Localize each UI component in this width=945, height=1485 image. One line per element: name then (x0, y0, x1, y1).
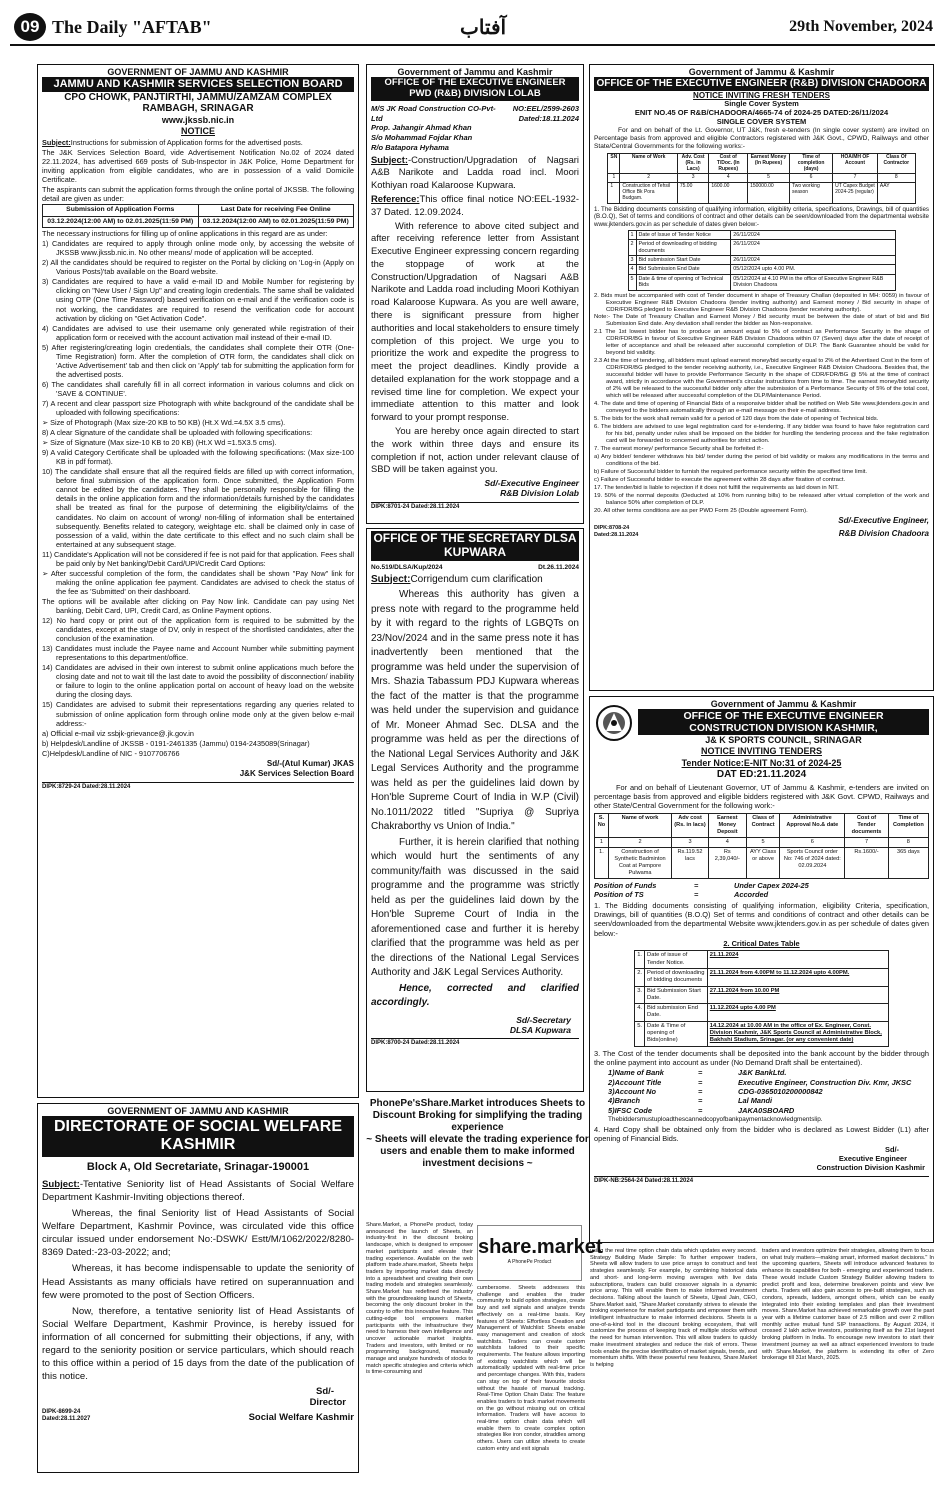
table-cell: 27.11.2024 from 10.00 PM (707, 986, 888, 1004)
addressee: M/S JK Road Construction CO-Pvt-Ltd (371, 103, 496, 123)
dipk-number: DIPK:8700-24 Dated:28.11.2024 (371, 1040, 460, 1047)
table-cell: AAY (877, 183, 915, 204)
table-cell: 3 (677, 174, 708, 183)
govt-heading: GOVERNMENT OF JAMMU AND KASHMIR (107, 1106, 289, 1116)
table-cell: 3. (635, 986, 645, 1004)
letter-date: Dt.26.11.2024 (538, 563, 579, 571)
equals-sign: = (694, 881, 699, 891)
table-cell: 1 (608, 174, 620, 183)
dipk-ref (42, 782, 354, 791)
list-item: 17. The tender/bid is liable to rejection if it does not fulfill the requirements as laid down in NIT. (594, 484, 839, 491)
table-cell: Adv cost (Rs. in lacs) (672, 813, 709, 837)
jkssb-notice (37, 64, 359, 1098)
list-item: 19. 50% of the normal deposits (Deducted at 10% from running bills) to be released after virtual completion of the work and balance 50% after completion of DLP. (594, 492, 929, 506)
ts-value: Accorded (734, 890, 769, 900)
list-item: ➢ Size of Signature (Max size-10 KB to 20 KB) (Ht.X Wd =1.5X3.5 cms). (42, 438, 277, 448)
paragraph: With reference to above cited subject and after receiving reference letter from Assistant Executive Engineer expressing concern regarding the stoppage of work at the Construction/Upgradation of Nagsari A&B Narikote and Ladda road including Moori Kothiyan road Kalaroose Kupwara. As you are well aware, there is significant pressure from higher authorities and local stakeholders to ensure timely completion of this project. We urge you to prioritize the work and expedite the progress to meet the project deadlines. Kindly provide a detailed explanation for the work stoppage and a revised time line for completion. We expect your immediate attention to this matter and look forward to your prompt response. (371, 219, 579, 423)
social-welfare-notice (37, 1103, 359, 1473)
govt-heading: GOVERNMENT OF JAMMU AND KASHMIR (107, 67, 289, 77)
table-cell: 5. (635, 1021, 645, 1046)
table-row (635, 968, 889, 986)
table-cell: 6 (789, 174, 832, 183)
list-item: 4) Candidates are advised to use their username only generated while registration of their application form or received with the account activation mail instead of their e-mail ID. (42, 323, 354, 342)
list-item: 7. The earnest money/ performance Security shall be forfeited if:- (594, 445, 764, 452)
org-banner: DIRECTORATE OF SOCIAL WELFARE KASHMIR (42, 1116, 354, 1157)
paragraph: Whereas this authority has given a press note with regard to the programme held by it with regard to the rights of LGBQTs on 23/Nov/2024 and in the same press note it has inadvertently been mentioned that the programme was held under the supervision of Mrs. Shazia Tabassum PDJ Kupwara whereas the fact of the matter is that the programme was held under the supervision and guidance of Mr. Moneer Ahmad Sec. DLSA and the programme was held as per the directions of the National Legal Services Authority and J&K Legal Services Authority and the programme was held as per the guidelines laid down by Hon'ble Supreme Court of India in W.P (Civil) No.1011/2022 titled "Supriya @ Supriya Chakraborthy vs Union of India." (371, 589, 579, 833)
table-cell: Two working season (789, 183, 832, 204)
paragraph: The necessary instructions for filling up of online applications in this regard are as under: (42, 229, 328, 239)
paragraph: Now, therefore, a tentative seniority list of Head Assistants of Social Welfare Department, Kashmir Province, is hereby issued for information of all concerned for submitting their objections, if any, with regard to the seniority position or service particulars, which should reach to this office within a period of 15 days from the date of the publication of this notice. (42, 1305, 354, 1382)
table-row (628, 230, 895, 239)
org-banner: JAMMU AND KASHMIR SERVICES SELECTION BOARD (42, 77, 354, 92)
subject-label: Subject: (371, 153, 408, 165)
table-cell: Time of completion (days) (789, 153, 832, 174)
org-website: www.jkssb.nic.in (161, 114, 235, 125)
list-item: 13) Candidates must include the Payee name and Account Number while submitting payment representations to this department/office. (42, 644, 354, 663)
bank-field: 5)IFSC Code (608, 1105, 652, 1115)
table-cell: Construction of Synthetic Badminton Coat at Pampore Pulwama (608, 847, 671, 878)
dlsa-kupwara-notice (366, 528, 584, 1092)
table-cell: Cost of Tender documents (845, 813, 888, 837)
table-cell: Cost of T/Doc. (In Rupees) (709, 153, 748, 174)
table-row (628, 256, 895, 265)
bank-field: 4)Branch (608, 1096, 641, 1106)
works-table (594, 813, 929, 879)
paragraph: You are hereby once again directed to start the work within three days and ensure its completion if not, action under relevant clause of SBD will be taken against you. (371, 425, 579, 475)
table-cell: AYY Class or above (746, 847, 780, 878)
addressee: Prop. Jahangir Ahmad Khan (371, 123, 472, 133)
list-item: 2) All the candidates should be required to register on the Portal by clicking on 'Log-in (Apply on Various Posts)'tab available on the Board website. (42, 258, 354, 277)
reference-label: Reference: (371, 192, 420, 204)
reference-text: This office final notice NO:EEL-1932-37 Dated. 12.09.2024. (371, 192, 579, 217)
table-cell: 7 (845, 837, 888, 847)
table-cell: 1 (595, 837, 609, 847)
table-cell: Rs.1600/- (845, 847, 888, 878)
bank-field: = (698, 1086, 703, 1096)
subject-text: -Tentative Seniority list of Head Assistants of Social Welfare Department Kashmir-Inviting objections thereof. (42, 1179, 354, 1204)
signature: Sd/-Executive Engineer, (838, 515, 929, 525)
terms-list (594, 293, 929, 515)
table-row (635, 1004, 889, 1022)
letter-number: No.519/DLSA/Kup/2024 (371, 563, 443, 571)
table-row (628, 274, 895, 290)
table-cell: HOA/MH OF Account (833, 153, 878, 174)
list-item: b) Helpdesk/Landline of JKSSB - 0191-2461335 (Jammu) 0194-2435089(Srinagar) (42, 738, 310, 748)
list-item: 11) Candidate's Application will not be considered if fee is not paid for that application. Fees shall be paid only by Net banking/Debit Card/UPI/Credit Card Options: (42, 549, 354, 568)
table-cell: 21.11.2024 (707, 951, 888, 969)
table-cell: 2 (628, 240, 636, 256)
org-banner: OFFICE OF THE EXECUTIVE ENGINEER (R&B) DIVISION CHADOORA (594, 77, 929, 91)
list-item: 12) No hard copy or print out of the application form is required to be submitted by the candidates, except at the stage of DV, only in respect of the shortlisted candidates, after the conclusion of the examination. (42, 616, 354, 644)
list-item: The options will be available after clicking on Pay Now link. Candidate can pay using Net banking, Debit Card, UPI, Credit Card, as Online Payment options. (42, 596, 354, 615)
dates-table (42, 204, 354, 228)
table-cell: Class of Contract (746, 813, 780, 837)
letter-date: Dated:18.11.2024 (518, 113, 579, 123)
table-cell: S. No (595, 813, 609, 837)
list-item: C)Helpdesk/Landline of NIC - 9107706766 (42, 748, 180, 758)
list-item: 14) Candidates are advised in their own interest to submit online applications much before the closing date and not to wait till the last date to avoid the possibility of disconnection/ inability or failure to login to the online application portal on account of heavy load on the website during the closing days. (42, 663, 354, 700)
list-item: 7) A recent and clear passport size Photograph with white background of the candidate shall be uploaded with following specifications: (42, 398, 354, 418)
org-banner: OFFICE OF THE SECRETARY DLSA KUPWARA (371, 531, 579, 561)
sports-council-tender (589, 696, 934, 1243)
paragraph: For and on behalf of Lieutenant Governor, UT of Jammu & Kashmir, e-tenders are invited on percentage basis from approved and eligible bidders registered with J&K Govt. CPWD, Railways and other State/Central Government for the following work:- (594, 782, 929, 811)
table-cell: Bid submission End Date. (645, 1004, 708, 1022)
table-cell: 75.00 (677, 183, 708, 204)
bank-field: J&K BankLtd. (738, 1068, 787, 1078)
table-cell: 11.12.2024 upto 4.00 PM (707, 1004, 888, 1022)
newspaper-logo: آفتاب (460, 15, 507, 39)
list-item: a) Official e-mail viz ssbjk-grievance@.jk.gov.in (42, 728, 194, 738)
table-cell: 4. (635, 1004, 645, 1022)
article-column: Share.Market, a PhonePe product, today announced the launch of Sheets, an industry-first in the discount broking landscape, which is designed to empower market participants and elevate their trading experience. Available on the web platform trade.share.market, Sheets helps traders by importing market data directly into a spreadsheet and creating their own trading models and strategies seamlessly. Share.Market has redefined the industry with the groundbreaking launch of Sheets, becoming the only discount broker in the country to offer this innovative feature. This cutting-edge tool empowers market participants with the infrastructure they need to harness their own intelligence and uncover actionable market insights. Traders and investors, with limited or no programming background, manually manage and analyze hundreds of stocks to match specific strategies and criteria which is time-consuming and (366, 1222, 473, 1376)
list-item: a) Any bidder/ tenderer withdraws his bid/ tender during the period of bid validity or makes any modifications in the terms and conditions of the bid. (594, 453, 929, 467)
tender-date: DAT ED:21.11.2024 (716, 769, 807, 781)
list-item: 8) A clear Signature of the candidate shall be uploaded with following specifications: (42, 428, 313, 438)
bank-field: Lal Mandi (738, 1096, 773, 1106)
subject-label: Subject: (42, 1179, 80, 1191)
dipk-ref (594, 1176, 929, 1186)
equals-sign: = (694, 890, 699, 900)
table-cell: Rs 2,39,040/- (708, 847, 746, 878)
dipk-number: DIPK-8699-24 (42, 1409, 81, 1416)
bank-row (608, 1087, 929, 1096)
bank-field: 3)Account No (608, 1086, 657, 1096)
table-row (608, 183, 915, 204)
article-column: using the real time option chain data which updates every second. Strategy Building Made Simple: To further empower traders, Sheets will allow traders to use price arrays to construct and test strategies seamlessly. For example, by combining historical data and short- and long-term moving averages with live data subscriptions, traders can build crossover signals in a dynamic price array. This will enable them to make informed investment decisions. Talking about the launch of Sheets, Ujjwal Jain, CEO, Share.Market said, "Share.Market constantly strives to elevate the broking experience for market participants and empower them with intelligent infrastructure to make informed decisions. Sheets is a one-of-a-kind tool in the discount broking ecosystem, that will customize the process of keeping track of multiple stocks without the need for human intervention. This will allow traders to quickly make investment strategies and reduce the risk of errors. These tools enable the precise identification of market signals, trends, and momentum shifts. With these powerful new features, Share.Market is helping (590, 1248, 757, 1368)
table-cell: Bid submission Start Date (636, 256, 731, 265)
subject-label: Subject: (371, 573, 411, 585)
table-cell: 05/12/2024 upto 4.00 PM. (731, 265, 895, 274)
signature-title: Director (309, 1397, 346, 1409)
table-cell: UT Capex Budget 2024-25 (regular) (833, 183, 878, 204)
list-item: 1) Candidates are required to apply through online mode only, by accessing the website of JKSSB www.jkssb.nic.in. No other means/ mode of application will be accepted. (42, 239, 354, 258)
letter-number: NO:EEL/2599-2603 (512, 103, 579, 113)
signature-title: R&B Division Chadoora (838, 528, 929, 538)
table-cell: Class Of Contractor (877, 153, 915, 174)
table-row (595, 813, 929, 837)
list-item: 15) Candidates are advised to submit their representations regarding any queries related to submission of online application form through online mode only at the given below e-mail address:- (42, 700, 354, 728)
paragraph: 1. The Bidding documents consisting of qualifying information, eligibility criteria, specifications, Drawings, bill of quantities (B.O.Q), Set of terms and conditions of contract and other details can be seen/downloaded from the departmental website www.jktenders.gov.in as per schedule of dates given below:- (594, 206, 929, 228)
table-cell: Rs.119.52 lacs (672, 847, 709, 878)
table-cell: 4 (628, 265, 636, 274)
list-item: 2. Bids must be accompanied with cost of Tender document in shape of Treasury Challan (deposited in MH: 0059) in favour of Executive Engineer R&B Division Chadoora (tender inviting authority) and Earnest money / Bid security in shape of CDR/FDR/BG pledged to Executive Engineer R&B Division Chadoora (tender receiving authority). (594, 292, 929, 313)
dipk-date: Dated:28.11.2024 (594, 531, 639, 538)
paragraph: 4. Hard Copy shall be obtained only from the bidder who is declared as Lowest Bidder (L1) after opening of Financial Bids. (594, 1124, 929, 1144)
dipk-number: DIPK:8708-24 (594, 525, 630, 532)
table-cell: Adv. Cost (Rs. in Lacs) (677, 153, 708, 174)
subject-text: -Construction/Upgradation of Nagsari A&B Narikote and Ladda road incl. Moori Kothiyan road Kalaroose Kupwara. (371, 153, 579, 191)
bank-row (608, 1078, 929, 1087)
critical-dates-heading: 2. Critical Dates Table (723, 939, 800, 949)
table-cell: Name of Work (620, 153, 678, 174)
table-cell: 3 (628, 256, 636, 265)
table-cell: Earnest Money Deposit (708, 813, 746, 837)
table-row (635, 986, 889, 1004)
table-row (635, 951, 889, 969)
table-header: Last Date for receiving Fee Online (198, 205, 354, 216)
table-cell: 3 (672, 837, 709, 847)
signature-title: R&B Division Lolab (500, 488, 579, 499)
subject-label: Subject: (42, 137, 71, 147)
notice-title: NOTICE (180, 125, 215, 136)
signature-title: DLSA Kupwara (509, 1024, 571, 1035)
list-item: 5. The bids for the work shall remain valid for a period of 120 days from the date of opening of Technical bids. (594, 416, 879, 423)
cover-system: Single Cover System (724, 98, 799, 108)
ts-label: Position of TS (594, 890, 644, 900)
bank-row (608, 1106, 929, 1115)
funds-label: Position of Funds (594, 881, 657, 891)
table-cell: Date of Issue of Tender Notice (636, 230, 731, 239)
table-cell: 1 (628, 230, 636, 239)
list-item: b) Failure of Successful bidder to furnish the required performance security within the specified time limit. (594, 468, 868, 475)
table-cell: 2. (635, 968, 645, 986)
dipk-number: DIPK:8701-24 Dated:28.11.2024 (371, 503, 460, 510)
works-table (607, 153, 915, 204)
bank-field: CDG-0365010200000842 (738, 1086, 823, 1096)
table-row (608, 174, 915, 183)
table-cell: 8 (877, 174, 915, 183)
dipk-ref (371, 502, 579, 511)
table-cell: 1. (595, 847, 609, 878)
govt-emblem-icon (594, 701, 634, 745)
bank-field: 2)Account Title (608, 1077, 662, 1087)
govt-heading: Government of Jammu & Kashmir (710, 699, 857, 709)
list-item: 5) After registering/creating login credentials, the candidates shall complete their OTR (One-Time Registration) form. After the completion of OTR form, the candidates shall click on 'Active Advertisement' tab and then click on 'Apply' tab for submitting the application form for the advertised posts. (42, 342, 354, 379)
table-row (608, 153, 915, 174)
bank-field: = (698, 1068, 703, 1078)
table-cell: 21.11.2024 from 4.00PM to 11.12.2024 upto 4.00PM. (707, 968, 888, 986)
signature-title: Executive Engineer (838, 1153, 907, 1163)
signature: Sd/- (885, 1144, 899, 1154)
schedule-table (628, 230, 896, 291)
enit-number: ENIT NO.45 OF R&B/CHADOORA/4665-74 of 2024-25 DATED:26/11/2024 (634, 107, 889, 117)
list-item: 6. The bidders are advised to use legal registration card for e-tendering. If any bidder was found to have fake registration card for his bid, penalty under rules shall be imposed on the bidder for hurdling the tendering process and the fake registration card will be forwarded to concerned authorities for strict action. (594, 424, 929, 444)
table-cell: 03.12.2024(12:00 AM) to 02.01.2025(11:59 PM) (43, 216, 199, 227)
list-item: ➢ Size of Photograph (Max size-20 KB to 50 KB) (Ht.X Wd.=4.5X 3.5 cms). (42, 418, 286, 428)
org-address: CPO CHOWK, PANJTIRTHI, JAMMU/ZAMZAM COMPLEX RAMBAGH, SRINAGAR (64, 91, 332, 115)
newspaper-header (10, 10, 935, 46)
table-cell: Date of issue of Tender Notice. (645, 951, 708, 969)
table-cell: 6 (780, 837, 845, 847)
table-cell: Name of work (608, 813, 671, 837)
table-cell: 7 (833, 174, 878, 183)
bank-field: 1)Name of Bank (608, 1068, 664, 1078)
notice-title: NOTICE INVITING FRESH TENDERS (693, 90, 830, 100)
table-cell: 26/11/2024 (731, 230, 895, 239)
table-cell: Date & time of opening of Technical Bids (636, 274, 731, 290)
table-row (595, 847, 929, 878)
logo-text: share.market (478, 1236, 603, 1258)
table-cell: Time of Completion (888, 813, 928, 837)
table-cell: 5 (628, 274, 636, 290)
dipk-date: Dated:28.11.2027 (42, 1416, 91, 1423)
pwd-lolab-notice (366, 64, 584, 524)
paragraph: Whereas, it has become indispensable to update the seniority of Head Assistants as many officials have retired on superannuation and few were promoted to the post of Section Officers. (42, 1263, 354, 1301)
notice-title: NOTICE INVITING TENDERS (700, 746, 822, 757)
table-cell: 1 (608, 183, 620, 204)
bank-details (608, 1068, 929, 1115)
cover-system: SINGLE COVER SYSTEM (716, 116, 807, 126)
table-cell: Period of downloading of bidding documents (636, 240, 731, 256)
table-cell: 26/11/2024 (731, 256, 895, 265)
table-cell: 05/12/2024 at 4.10 PM in the office of Executive Engineer R&B Division Chadoora (731, 274, 895, 290)
table-cell: Construction of Tehsil Office Bk Pora Budgam. (620, 183, 678, 204)
table-cell: 4 (708, 837, 746, 847)
table-cell: 14.12.2024 at 10.00 AM in the office of Ex. Engineer, Const. Division Kashmir, J&K Sports Council at Administrative Block, Bakhshi Stadium, Srinagar. (or any convenient date) (707, 1021, 888, 1046)
share-market-logo (477, 1225, 603, 1281)
table-cell: 1. (635, 951, 645, 969)
article-headline: PhonePe'sShare.Market introduces Sheets to Discount Broking for simplifying the trading experience (369, 1098, 586, 1133)
bank-field: = (698, 1105, 703, 1115)
list-item: ➢ After successful completion of the form, the candidates shall be shown "Pay Now" link for making the online application fee payment. Candidates are advised to check the status of the fee as 'Submitted' on their dashboard. (42, 568, 354, 596)
table-cell: Bid Submission End Date (636, 265, 731, 274)
table-cell: 365 days (888, 847, 928, 878)
logo-subtext: A PhonePe Product (507, 1259, 552, 1265)
org-banner: OFFICE OF THE EXECUTIVE ENGINEER PWD (R&B) DIVISION LOLAB (371, 77, 579, 101)
govt-heading: Government of Jammu & Kashmir (688, 67, 835, 77)
addressee: R/o Batapora Hyhama (371, 142, 449, 152)
org-banner: OFFICE OF THE EXECUTIVE ENGINEER CONSTRUCTION DIVISION KASHMIR, (638, 709, 929, 735)
list-item: c) Failure of Successful bidder to execute the agreement within 28 days after fixation of contract. (594, 476, 846, 483)
bank-row (608, 1068, 929, 1077)
list-item: 10) The candidate shall ensure that all the required fields are filled up with correct information, before final submission of the application form. Once submitted, the Application Form cannot be edited by the candidates. They shall be personally responsible for filling the details in the online application form and the information/details furnished by the candidates shall be treated as final for the purpose of determining the eligibility/claims of the candidates. No claim on account of wrong/ non-filling of information shall be entertained subsequently. Benefits related to category, weightage etc. shall be claimed only in case of possession of a valid, within the date certificate to this effect and no such claim shall be entertained at any subsequent stage. (42, 467, 354, 549)
bank-field: Executive Engineer, Construction Div. Kmr, JKSC (738, 1077, 912, 1087)
page-number: 09 (14, 13, 46, 41)
table-cell: Period of downloading of bidding documents (645, 968, 708, 986)
paragraph: Hence, corrected and clarified accordingly. (371, 982, 579, 1009)
signature: Sd/-Secretary (516, 1014, 571, 1025)
paragraph: Further, it is herein clarified that nothing which would hurt the sentiments of any community/faith was discussed in the said programme and the programme was strictly held as per the guidelines laid down by the Hon'ble Supreme Court of India in the aforementioned case and further it is hereby clarified that the programme was held as per the directions of the National Legal Services Authority and J&K Legal Services Authority. (371, 836, 579, 979)
article-column: traders and investors optimize their strategies, allowing them to focus on what truly matters—making smart, informed market decisions." In the upcoming quarters, Sheets will introduce advanced features to enhance its capabilities for both - emerging and experienced traders. These would include Custom Strategy Builder allowing traders to predict profit and loss, determine breakeven points and view live charts. Traders will also gain access to pre-built strategies, such as condors, spreads, ladders, amongst others, which can be easily integrated into their existing templates and plan their investment moves. Share.Market has achieved remarkable growth over the past year with a lifetime customer base of 2.5 million and over 2 million monthly active mutual fund SIP transactions. By August 2024, it crossed 2 lakh active investors, positioning itself as the 21st largest broking platform in India. To encourage new investors to start their investment journey as well as attract experienced investors to trade with Share.Market, the platform is extending its offer of Zero brokerage till 31st March, 2025. (762, 1248, 934, 1362)
table-row (628, 265, 895, 274)
addressee: S/o Mohammad Fojdar Khan (371, 133, 473, 143)
paragraph: The aspirants can submit the application forms through the online portal of JKSSB. The following detail are given as under: (42, 185, 354, 204)
govt-heading: Government of Jammu and Kashmir (397, 67, 553, 77)
signature-office: Social Welfare Kashmir (248, 1412, 354, 1424)
rb-chadoora-tender (589, 64, 934, 691)
list-item: 2.1 The 1st lowest bidder has to produce an amount equal to 5% of contract as Performance Security in the shape of CDR/FDR/BG in favour of Executive Engineer R&B Division Chadoora within 07 (Seven) days after the date of receipt of letter of acceptance and shall be released after successful completion of DLP. The Bank Guarantee should be valid for beyond bid validity. (594, 329, 929, 357)
table-cell: 2 (620, 174, 678, 183)
subject-text: Corrigendum cum clarification (410, 573, 543, 585)
table-cell: Earnest Money (In Rupees) (748, 153, 790, 174)
list-item: 9) A valid Category Certificate shall be uploaded with the following specifications: (Max size-100 KB in pdf format). (42, 448, 354, 467)
instruction-list (42, 239, 354, 758)
org-address: Block A, Old Secretariate, Srinagar-190001 (86, 1160, 310, 1173)
signature: Sd/-Executive Engineer (484, 478, 579, 489)
article-column: cumbersome. Sheets addresses this challenge and enables the trader community to build option strategies, create buy and sell signals and analyze trends effectively on a real-time basis. Key features of Sheets: Effortless Creation and Management of Watchlist: Sheets enable easy management and creation of stock watchlists. Traders can create custom watchlists tailored to their specific requirements. The feature allows importing of existing watchlists which will be automatically updated with real-time price and percentage changes. With this, traders can stay on top of their favourite stocks without the hassle of manual tracking. Real-Time Option Chain Data: The feature enables traders to track market movements on the go without missing out on critical information. Traders will have access to real-time option chain data which will enable them to create complex option strategies like iron condor, straddles among others. Users can utilize sheets to create custom entry and exit signals (477, 1285, 585, 1452)
list-item: Note:- The Date of Treasury Challan and Earnest Money / Bid security must be between the date of start of bid and Bid Submission End date. Any deviation shall render the bidder as Non-responsive. (594, 314, 929, 328)
table-cell: 2 (608, 837, 671, 847)
table-row (595, 837, 929, 847)
table-cell: Date & Time of opening of Bids(online) (645, 1021, 708, 1046)
newspaper-title: The Daily "AFTAB" (52, 17, 212, 37)
table-cell: SN (608, 153, 620, 174)
table-cell: 1600.00 (709, 183, 748, 204)
bank-field: = (698, 1096, 703, 1106)
table-cell: 150000.00 (748, 183, 790, 204)
paragraph: The J&K Services Selection Board, vide Advertisement Notification No.02 of 2024 dated 22.11.2024, has advertised 669 posts of Sub-Inspector in J&K Police, Home Department for inviting application from eligible candidates, who are in possession of a valid Domicile Certificate. (42, 148, 354, 185)
article-headline-block (366, 1098, 589, 1218)
paragraph: 1. The Bidding documents consisting of qualifying information, eligibility Criteria, specification, Drawings, bill of quantities (B.O.Q) Set of terms and conditions of contract and other details can be seen/downloaded from the departmental Website www.jktenders.gov.in as per schedule of dates given below:- (594, 900, 929, 938)
list-item: 6) The candidates shall carefully fill in all correct information in various columns and click on 'SAVE & CONTINUE'. (42, 379, 354, 398)
table-row (628, 240, 895, 256)
issue-date: 29th November, 2024 (789, 18, 933, 35)
signature: Sd/-(Atul Kumar) JKAS (266, 758, 354, 768)
funds-value: Under Capex 2024-25 (734, 881, 809, 891)
table-cell: 03.12.2024(12:00 AM) to 02.01.2025(11:59 PM) (198, 216, 354, 227)
signature-office: Construction Division Kashmir (816, 1163, 925, 1173)
dipk-number: DIPK-NB:2564-24 Dated:28.11.2024 (594, 1177, 694, 1184)
list-item: 3) Candidates are required to have a valid e-mail ID and Mobile Number for registering by clicking on "New User / Sign Up" and creating login credentials. The same shall be validated using OTP (One Time Password) based verification on e-mail and if the verification code is not working, the candidates are required to resend the verification code for account activation by clicking on "Get Activation Code". (42, 277, 354, 323)
subject-text: Instructions for submission of Application forms for the advertised posts. (70, 137, 303, 147)
table-row (635, 1021, 889, 1046)
table-cell: 5 (746, 837, 780, 847)
list-item: 20. All other terms conditions are as per PWD Form 25 (Double agreement Form). (594, 507, 808, 514)
critical-dates-table (634, 950, 889, 1046)
bank-field: JAKA0SBOARD (738, 1105, 795, 1115)
table-cell: Administrative Approval No.& date (780, 813, 845, 837)
paragraph: Thebiddersmustuploadthescannedcopyofbankpaymentacknowledgmentslip. (608, 1115, 823, 1123)
table-cell: 8 (888, 837, 928, 847)
table-cell: Sports Council order No: 746 of 2024 dated: 02.09.2024 (780, 847, 845, 878)
org-subtitle: J& K SPORTS COUNCIL, SRINAGAR (705, 735, 862, 746)
dipk-number: DIPK:8729-24 Dated:28.11.2024 (42, 783, 131, 790)
article-subheadline: ~ Sheets will elevate the trading experience for users and enable them to make informed investment decisions ~ (366, 1134, 589, 1169)
tender-number: Tender Notice:E-NIT No:31 of 2024-25 (681, 757, 842, 768)
table-cell: 4 (709, 174, 748, 183)
bank-row (608, 1096, 929, 1105)
paragraph: For and on behalf of the Lt. Governor, UT J&K, fresh e-tenders (In single cover system) are invited on Percentage basis from approved and eligible Contractors registered with J&K Govt., CPWD, Railways and other State/Central Governments for the following works:- (594, 127, 929, 150)
list-item: 4. The date and time of opening of Financial Bids of a responsive bidder shall be notified on Web Site www.jktenders.gov.in and conveyed to the bidders automatically through an e-mail message on their e-mail address. (594, 401, 929, 415)
table-cell: 5 (748, 174, 790, 183)
paragraph: 3. The Cost of the tender documents shall be deposited into the bank account by the bidder through the online payment into account as under (No Demand Draft shall be entertained). (594, 1048, 929, 1067)
table-cell: Bid Submission Start Date. (645, 986, 708, 1004)
paragraph: Whereas, the final Seniority list of Head Assistants of Social Welfare Department, Kashmir Povince, was circulated vide this office circular issued under endorsement No:-DSWK/ Estt/M/1062/2022/8280-8369 Dated:-23-03-2022; and; (42, 1208, 354, 1259)
table-cell: 26/11/2024 (731, 240, 895, 256)
dipk-ref (371, 1038, 579, 1047)
table-header: Submission of Application Forms (43, 205, 199, 216)
list-item: 2.3 At the time of tendering, all bidders must upload earnest money/bid security equal to 2% of the Advertised Cost in the form of CDR/FDR/BG pledged to the tender receiving authority, i.e., Executive Engineer R&B Division Chadoora. Besides that, the successful bidder will have to provide Performance Security in the shape of CDR/FDR/BG @ 5% at the time of contract award, strictly in accordance with the Government's circular instructions from time to time. The earnest money/bid security of 2% will be released to the successful bidder only after the submission of a Performance Security of 5% of the total cost, which will be released after successful completion of the DLP/Maintenance Period. (594, 358, 929, 400)
signature: Sd/- (316, 1385, 334, 1397)
bank-field: = (698, 1077, 703, 1087)
signature-title: J&K Services Selection Board (239, 768, 354, 778)
